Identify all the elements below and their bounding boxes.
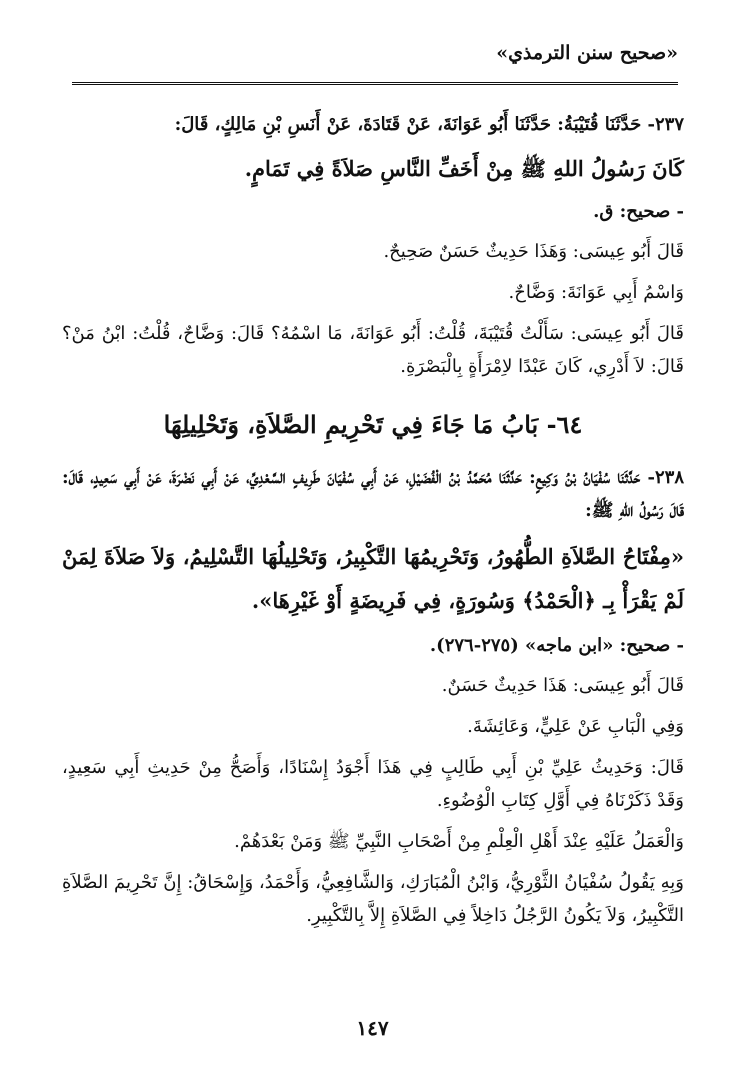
hadith-237-comment-1: قَالَ أَبُو عِيسَى: وَهَذَا حَدِيثٌ حَسَنٌ صَحِيحٌ. bbox=[383, 241, 684, 262]
hadith-238-comment-5: وَبِهِ يَقُولُ سُفْيَانُ الثَّوْرِيُّ، وَابْنُ الْمُبَارَكِ، وَالشَّافِعِيُّ، وَأَحْمَدُ، وَإِسْحَاقُ: إِنَّ تَحْرِيمَ الصَّلاَةِ التَّكْبِيرُ، وَلاَ يَكُونُ الرَّجُلُ دَاخِلاً فِي الصَّلاَةِ إِلاَّ بِالتَّكْبِيرِ. bbox=[62, 872, 684, 926]
hadith-237 bbox=[62, 108, 684, 383]
hadith-237-comment-3: قَالَ أَبُو عِيسَى: سَأَلْتُ قُتَيْبَةَ، قُلْتُ: أَبُو عَوَانَةَ، مَا اسْمُهُ؟ قَالَ: وَضَّاحٌ، قُلْتُ: ابْنُ مَنْ؟ قَالَ: لاَ أَدْرِي، كَانَ عَبْدًا لاِمْرَأَةٍ بِالْبَصْرَةِ. bbox=[62, 323, 684, 377]
hadith-238-comment-4: وَالْعَمَلُ عَلَيْهِ عِنْدَ أَهْلِ الْعِلْمِ مِنْ أَصْحَابِ النَّبِيِّ ﷺ وَمَنْ بَعْدَهُمْ. bbox=[234, 831, 684, 852]
header-rule bbox=[72, 82, 678, 85]
hadith-238-grade: - صحيح: «ابن ماجه» (٢٧٥-٢٧٦). bbox=[429, 635, 684, 656]
page-body bbox=[62, 108, 684, 940]
chapter-heading: ٦٤- بَابُ مَا جَاءَ فِي تَحْرِيمِ الصَّلاَةِ، وَتَحْلِيلِهَا bbox=[163, 410, 583, 439]
page-number: ١٤٧ bbox=[356, 1016, 389, 1040]
hadith-238-comment-1: قَالَ أَبُو عِيسَى: هَذَا حَدِيثٌ حَسَنٌ. bbox=[441, 675, 684, 696]
hadith-237-matn: كَانَ رَسُولُ اللهِ ﷺ مِنْ أَخَفِّ النَّاسِ صَلاَةً فِي تَمَامٍ. bbox=[244, 156, 684, 181]
hadith-238-comment-2: وَفِي الْبَابِ عَنْ عَلِيٍّ، وَعَائِشَةَ. bbox=[467, 716, 684, 737]
hadith-237-grade: - صحيح: ق. bbox=[593, 201, 684, 222]
hadith-238-matn: «مِفْتَاحُ الصَّلاَةِ الطُّهُورُ، وَتَحْرِيمُهَا التَّكْبِيرُ، وَتَحْلِيلُهَا التَّسْلِيمُ، وَلاَ صَلاَةَ لِمَنْ لَمْ يَقْرَأْ بِـ ﴿الْحَمْدُ﴾ وَسُورَةٍ، فِي فَرِيضَةٍ أَوْ غَيْرِهَا». bbox=[62, 544, 684, 613]
running-header: «صحيح سنن الترمذي» bbox=[496, 42, 678, 64]
hadith-238-isnad: ٢٣٨- حَدَّثَنَا سُفْيَانُ بْنُ وَكِيعٍ: حَدَّثَنَا مُحَمَّدُ بْنُ الْفُضَيْلِ، عَنْ أَبِي سُفْيَانَ طَرِيفٍ السَّعْدِيِّ، عَنْ أَبِي نَضْرَةَ، عَنْ أَبِي سَعِيدٍ، قَالَ: قَالَ رَسُولُ اللهِ ﷺ: bbox=[62, 467, 684, 521]
hadith-237-comment-2: وَاسْمُ أَبِي عَوَانَةَ: وَضَّاحٌ. bbox=[508, 282, 684, 303]
hadith-238 bbox=[62, 461, 684, 932]
hadith-237-isnad: ٢٣٧- حَدَّثَنَا قُتَيْبَةُ: حَدَّثَنَا أَبُو عَوَانَةَ، عَنْ قَتَادَةَ، عَنْ أَنَسِ بْنِ مَالِكٍ، قَالَ: bbox=[174, 114, 684, 135]
hadith-238-comment-3: قَالَ: وَحَدِيثُ عَلِيِّ بْنِ أَبِي طَالِبٍ فِي هَذَا أَجْوَدُ إِسْنَادًا، وَأَصَحُّ مِنْ حَدِيثِ أَبِي سَعِيدٍ، وَقَدْ ذَكَرْنَاهُ فِي أَوَّلِ كِتَابِ الْوُضُوءِ. bbox=[62, 757, 684, 811]
